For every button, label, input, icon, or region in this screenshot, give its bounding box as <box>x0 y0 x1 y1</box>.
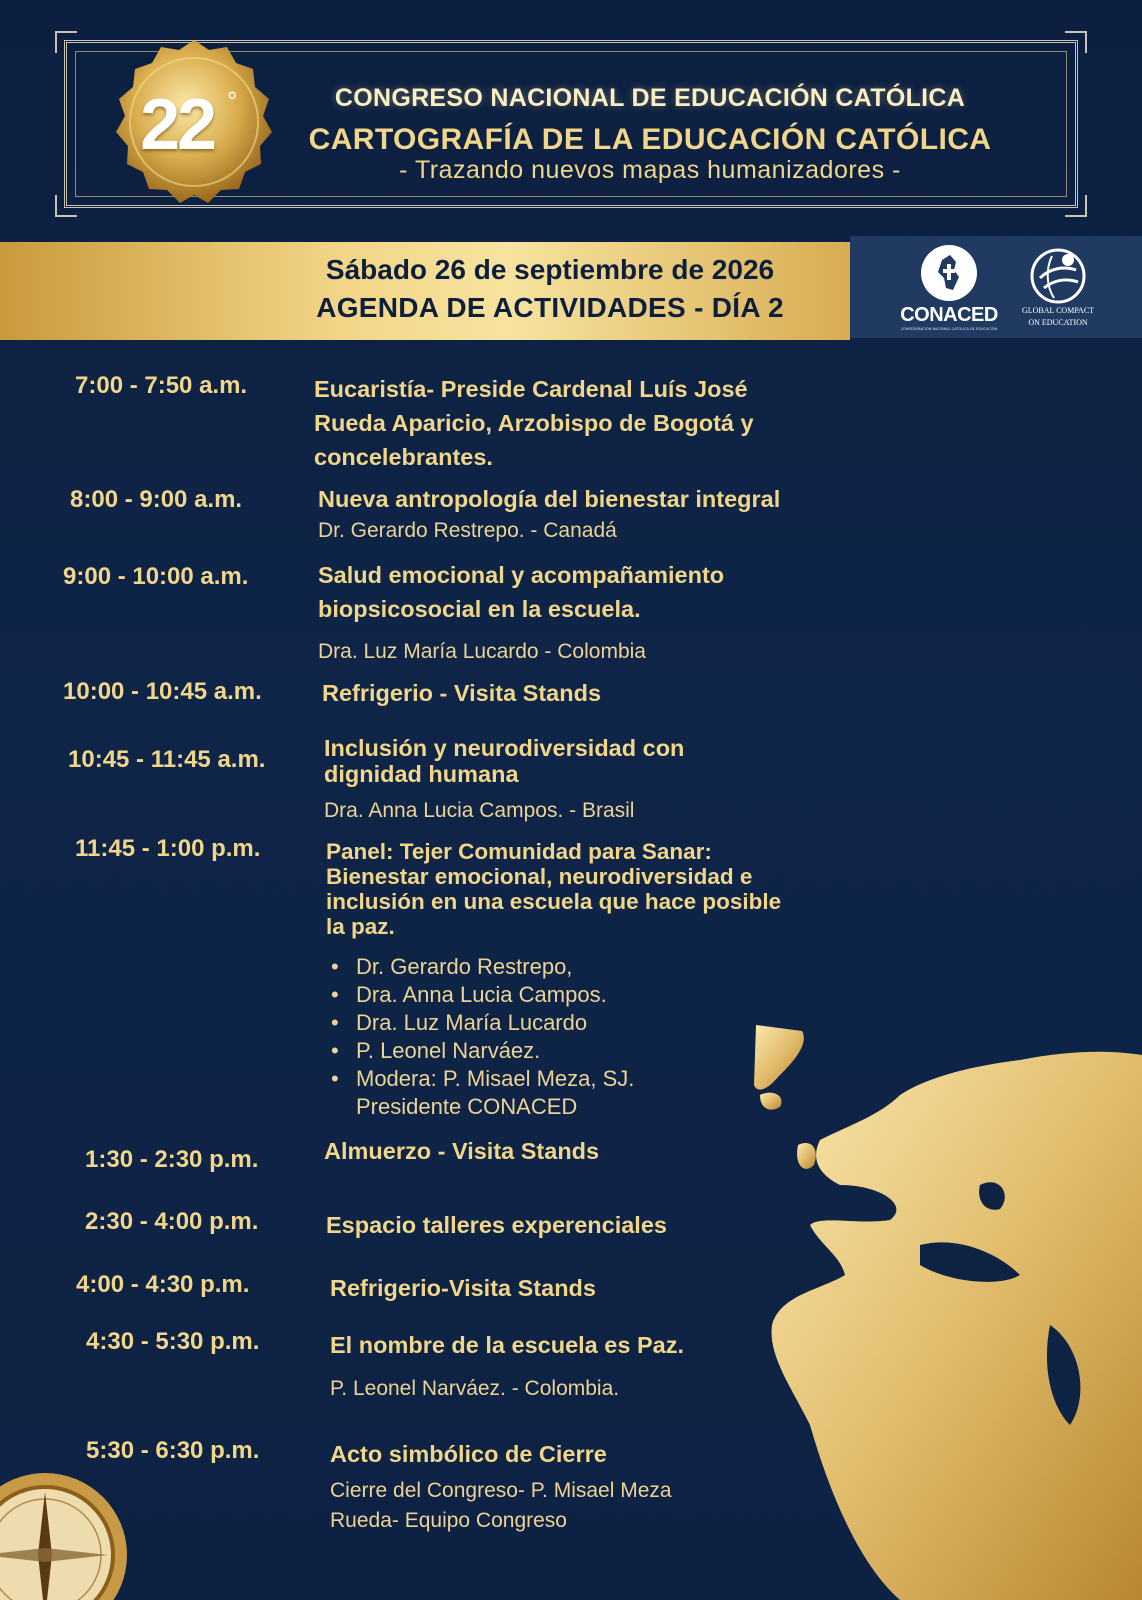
panelist-item-continuation: Presidente CONACED <box>356 1094 578 1119</box>
agenda-title <box>326 839 781 939</box>
agenda-title: Espacio talleres experenciales <box>326 1212 667 1238</box>
agenda-title-line: Bienestar emocional, neurodiversidad e <box>326 864 753 889</box>
agenda-title-line: concelebrantes. <box>314 444 493 470</box>
agenda-title-line: Rueda Aparicio, Arzobispo de Bogotá y <box>314 410 754 436</box>
agenda-title-line: Salud emocional y acompañamiento <box>318 562 725 588</box>
agenda-title <box>324 735 684 787</box>
agenda-title: Acto simbólico de Cierre <box>330 1441 607 1467</box>
agenda-title-line: la paz. <box>326 914 395 939</box>
congress-subtitle: - Trazando nuevos mapas humanizadores - <box>399 156 901 184</box>
conaced-wordmark: CONACED <box>900 304 998 326</box>
global-compact-globe-icon <box>1030 248 1086 304</box>
global-compact-line2: ON EDUCATION <box>1028 318 1088 327</box>
agenda-title-line: Eucaristía- Preside Cardenal Luís José <box>314 376 748 402</box>
agenda-title: El nombre de la escuela es Paz. <box>330 1332 684 1358</box>
agenda-speaker: Dra. Luz María Lucardo - Colombia <box>318 640 646 663</box>
panelist-item: • Dra. Anna Lucia Campos. <box>328 981 634 1009</box>
agenda-detail <box>330 1476 672 1536</box>
agenda-title <box>318 558 724 626</box>
frame-corner <box>55 195 77 217</box>
frame-corner <box>55 31 77 53</box>
panelist-item: • P. Leonel Narváez. <box>328 1037 634 1065</box>
panelist-list <box>328 953 634 1093</box>
agenda-title-line: biopsicosocial en la escuela. <box>318 596 641 622</box>
agenda-time: 4:30 - 5:30 p.m. <box>86 1328 260 1355</box>
agenda-title-line: inclusión en una escuela que hace posible <box>326 889 782 914</box>
agenda-time: 2:30 - 4:00 p.m. <box>85 1208 259 1235</box>
agenda-title: Refrigerio - Visita Stands <box>322 680 602 706</box>
compass-icon <box>0 1470 130 1600</box>
agenda-time: 9:00 - 10:00 a.m. <box>63 563 249 590</box>
conaced-tagline: CONFEDERACIÓN NACIONAL CATÓLICA DE EDUCACIÓN <box>900 327 998 331</box>
agenda-title-line: dignidad humana <box>324 761 519 787</box>
agenda-title: Almuerzo - Visita Stands <box>324 1138 600 1164</box>
agenda-speaker: P. Leonel Narváez. - Colombia. <box>330 1377 620 1400</box>
agenda-title <box>314 372 754 474</box>
global-compact-line1: GLOBAL COMPACT <box>1021 306 1095 315</box>
agenda-title-line: Inclusión y neurodiversidad con <box>324 735 685 761</box>
frame-corner <box>1065 31 1087 53</box>
conaced-logo <box>890 244 1008 334</box>
conaced-emblem-icon <box>920 244 978 302</box>
agenda-time: 10:45 - 11:45 a.m. <box>68 746 266 773</box>
agenda-time: 5:30 - 6:30 p.m. <box>86 1437 260 1464</box>
panelist-item: • Dra. Luz María Lucardo <box>328 1009 634 1037</box>
agenda-time: 11:45 - 1:00 p.m. <box>75 835 261 862</box>
agenda-time: 10:00 - 10:45 a.m. <box>63 678 262 705</box>
agenda-time: 1:30 - 2:30 p.m. <box>85 1146 259 1173</box>
agenda-title: Nueva antropología del bienestar integral <box>318 486 781 512</box>
agenda-time: 7:00 - 7:50 a.m. <box>75 372 248 399</box>
congress-theme: CARTOGRAFÍA DE LA EDUCACIÓN CATÓLICA <box>308 123 992 156</box>
agenda-time: 8:00 - 9:00 a.m. <box>70 486 243 513</box>
seal-number: 22 <box>140 85 215 165</box>
agenda-heading: AGENDA DE ACTIVIDADES - DÍA 2 <box>316 292 784 323</box>
panelist-item: • Modera: P. Misael Meza, SJ. <box>328 1065 634 1093</box>
globe-illustration-icon <box>750 1025 1142 1600</box>
frame-corner <box>1065 195 1087 217</box>
event-date: Sábado 26 de septiembre de 2026 <box>325 254 775 285</box>
agenda-time: 4:00 - 4:30 p.m. <box>76 1271 250 1298</box>
seal-degree: ° <box>227 86 238 116</box>
agenda-title: Refrigerio-Visita Stands <box>330 1275 596 1301</box>
global-compact-logo <box>1010 248 1106 332</box>
congress-title: CONGRESO NACIONAL DE EDUCACIÓN CATÓLICA <box>334 84 966 112</box>
agenda-speaker: Dr. Gerardo Restrepo. - Canadá <box>318 519 617 542</box>
agenda-detail-line: Cierre del Congreso- P. Misael Meza <box>330 1479 672 1502</box>
agenda-speaker: Dra. Anna Lucia Campos. - Brasil <box>324 799 635 822</box>
panelist-item: • Dr. Gerardo Restrepo, <box>328 953 634 981</box>
agenda-title-line: Panel: Tejer Comunidad para Sanar: <box>326 839 712 864</box>
agenda-detail-line: Rueda- Equipo Congreso <box>330 1509 567 1532</box>
